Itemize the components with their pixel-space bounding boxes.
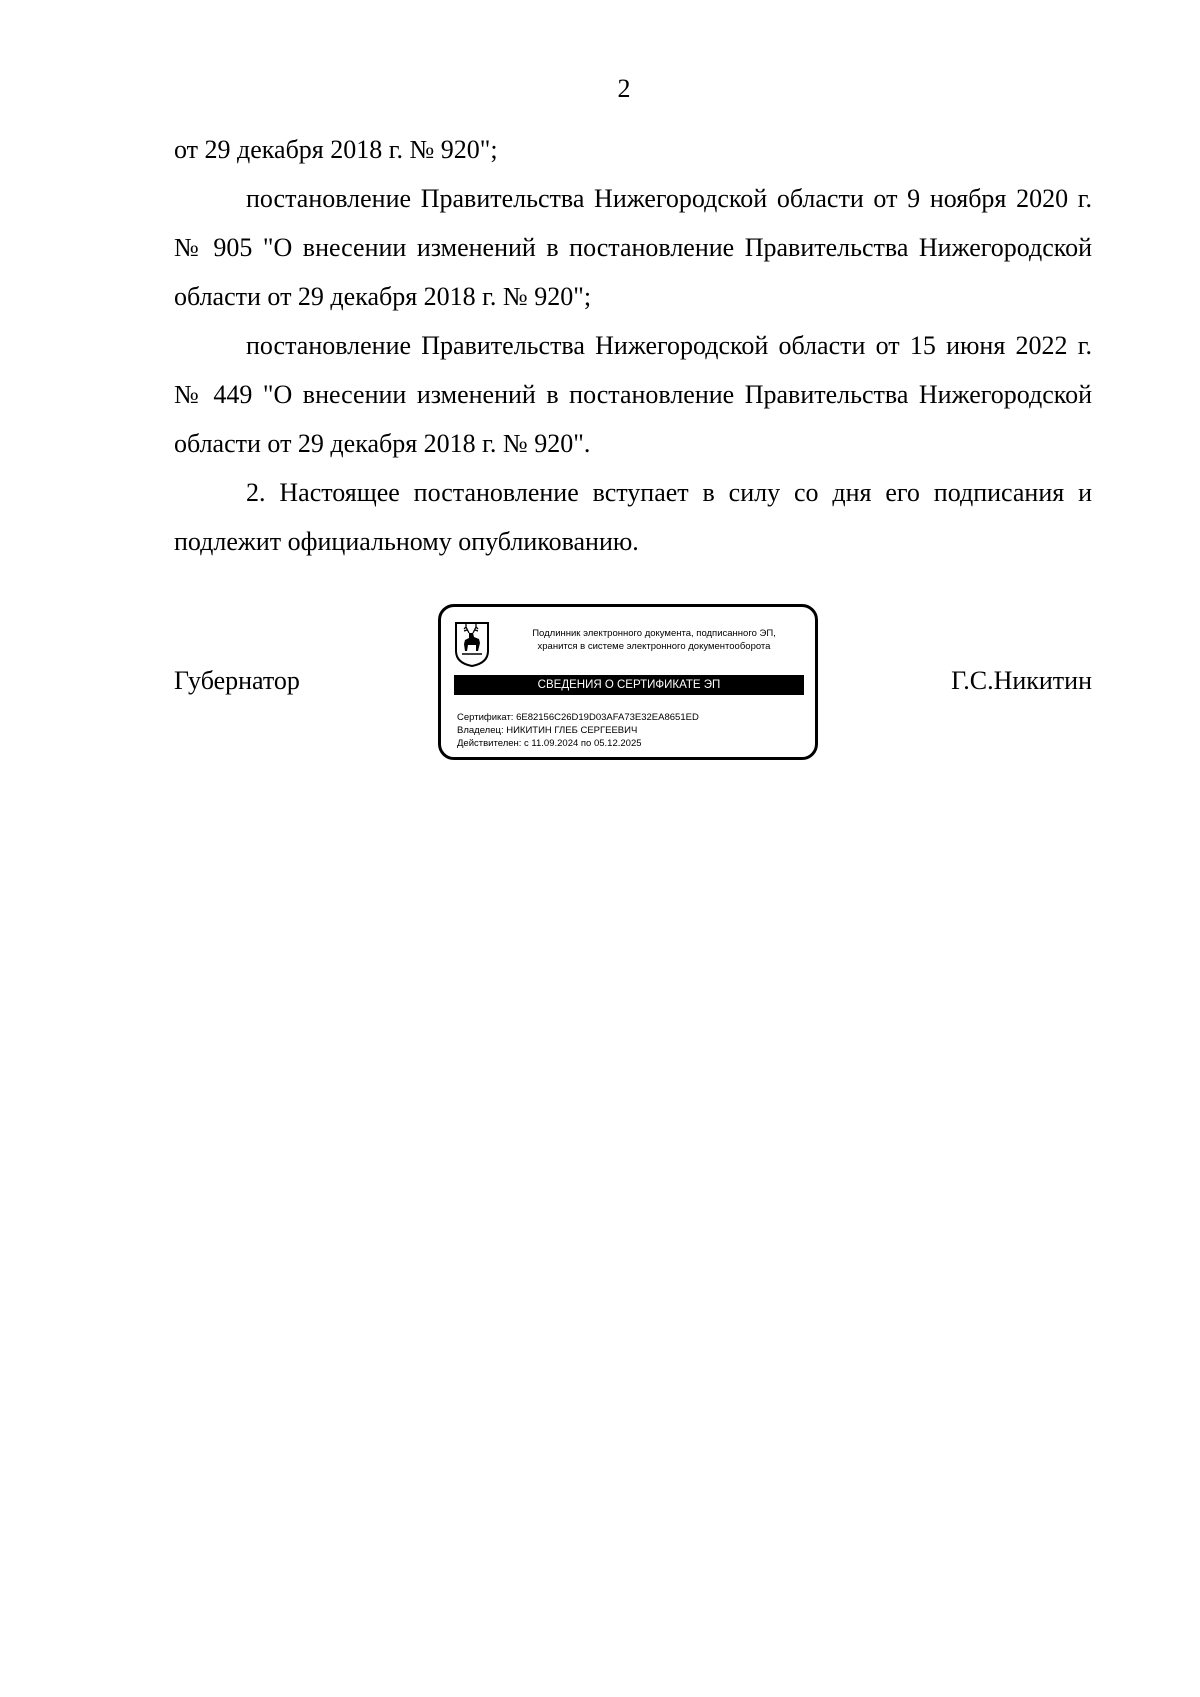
document-body — [174, 125, 1092, 566]
paragraph-entry-into-force: 2. Настоящее постановление вступает в силу со дня его подписания и подлежит официальному опубликованию. — [174, 478, 1092, 556]
page-number: 2 — [617, 74, 631, 103]
stamp-owner: Владелец: НИКИТИН ГЛЕБ СЕРГЕЕВИЧ — [457, 725, 638, 736]
stamp-certificate-header: СВЕДЕНИЯ О СЕРТИФИКАТЕ ЭП — [454, 675, 804, 695]
stamp-storage-note — [501, 627, 807, 653]
paragraph-continuation: от 29 декабря 2018 г. № 920"; — [174, 135, 498, 164]
stamp-validity: Действителен: с 11.09.2024 по 05.12.2025 — [457, 738, 642, 749]
signature-block — [174, 604, 1092, 764]
signer-title: Губернатор — [174, 666, 300, 695]
stamp-certificate-number: Сертификат: 6E82156C26D19D03AFA73E32EA8651ED — [457, 712, 699, 723]
stamp-note-line-2: хранится в системе электронного документооборота — [537, 641, 771, 652]
nizhny-novgorod-deer-coat-of-arms-icon — [454, 621, 490, 667]
paragraph-resolution-905: постановление Правительства Нижегородской области от 9 ноября 2020 г. № 905 "О внесении изменений в постановление Правительства Нижегородской области от 29 декабря 2018 г. № 920"; — [174, 184, 1092, 311]
stamp-certificate-details — [457, 711, 699, 750]
electronic-signature-stamp — [438, 604, 818, 760]
paragraph-resolution-449: постановление Правительства Нижегородской области от 15 июня 2022 г. № 449 "О внесении изменений в постановление Правительства Нижегородской области от 29 декабря 2018 г. № 920". — [174, 331, 1092, 458]
stamp-note-line-1: Подлинник электронного документа, подписанного ЭП, — [532, 628, 776, 639]
signer-name: Г.С.Никитин — [951, 666, 1092, 695]
